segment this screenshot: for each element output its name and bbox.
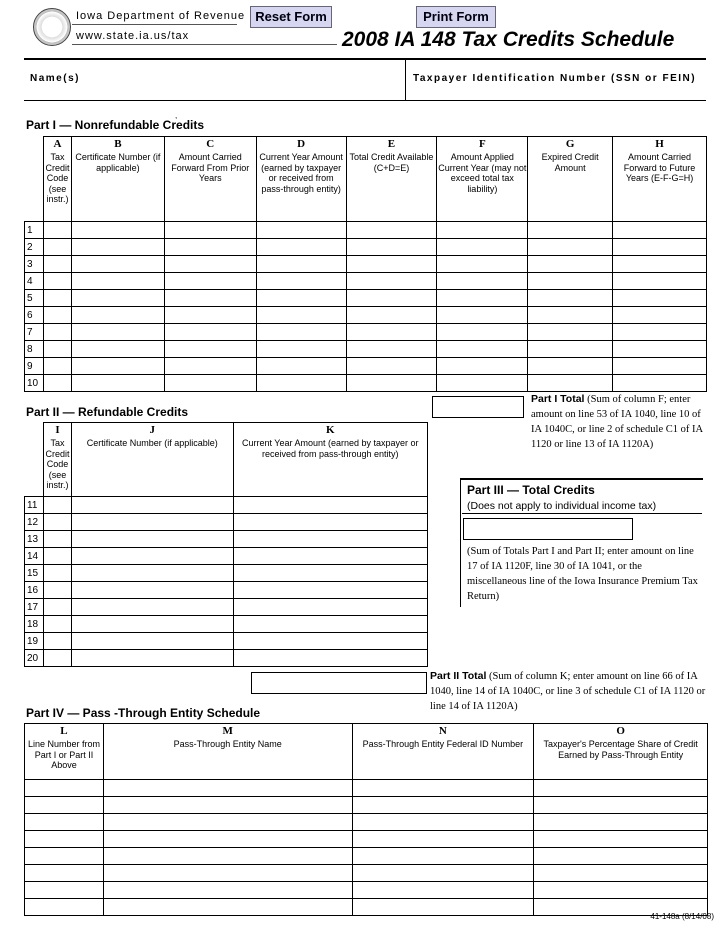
part1-col-c-field[interactable] — [164, 358, 256, 375]
part2-col-k-field[interactable] — [233, 633, 427, 650]
part2-row — [25, 650, 428, 667]
part4-col-n-field[interactable] — [352, 899, 534, 916]
part1-col-f-field[interactable] — [437, 256, 528, 273]
part4-row — [25, 814, 708, 831]
part2-col-k-field[interactable] — [233, 548, 427, 565]
part3-sub-rule — [462, 513, 702, 514]
part4-col-m-field[interactable] — [103, 848, 352, 865]
part1-col-h-header: H Amount Carried Forward to Future Years (E-F-G=H) — [613, 137, 707, 222]
part2-row — [25, 599, 428, 616]
part2-col-j-field[interactable] — [71, 650, 233, 667]
part2-col-i-field[interactable] — [43, 633, 71, 650]
part4-col-m-header: M Pass-Through Entity Name — [103, 724, 352, 780]
part1-row — [25, 290, 707, 307]
row-number: 12 — [25, 514, 44, 531]
part4-table — [24, 723, 708, 916]
part2-total-field[interactable] — [251, 672, 427, 694]
part2-col-i-field[interactable] — [43, 548, 71, 565]
part2-col-i-header: I Tax Credit Code (see instr.) — [43, 423, 71, 497]
name-section-bottom-rule — [24, 100, 706, 101]
part4-col-m-field[interactable] — [103, 899, 352, 916]
part2-col-j-field[interactable] — [71, 497, 233, 514]
part1-col-a-field[interactable] — [43, 273, 71, 290]
part1-col-g-header: G Expired Credit Amount — [528, 137, 613, 222]
part2-row — [25, 565, 428, 582]
part1-col-f-field[interactable] — [437, 341, 528, 358]
row-number: 2 — [25, 239, 44, 256]
part1-heading: Part I — Nonrefundable Credits — [26, 118, 205, 132]
part1-col-e-field[interactable] — [346, 307, 437, 324]
part1-col-b-field[interactable] — [71, 239, 164, 256]
row-number: 11 — [25, 497, 44, 514]
part1-col-a-field[interactable] — [43, 324, 71, 341]
part1-col-h-field[interactable] — [613, 239, 707, 256]
part1-col-d-field[interactable] — [256, 222, 346, 239]
part2-col-i-field[interactable] — [43, 514, 71, 531]
row-number: 17 — [25, 599, 44, 616]
part1-col-b-header: B Certificate Number (if applicable) — [71, 137, 164, 222]
part4-col-l-field[interactable] — [25, 797, 104, 814]
part1-col-g-field[interactable] — [528, 341, 613, 358]
part1-row — [25, 307, 707, 324]
part1-total-title: Part I Total — [531, 393, 585, 405]
part4-row — [25, 780, 708, 797]
part1-col-e-field[interactable] — [346, 358, 437, 375]
part1-col-d-field[interactable] — [256, 341, 346, 358]
part4-col-m-field[interactable] — [103, 882, 352, 899]
form-number: 41-148a (8/14/08) — [650, 912, 714, 921]
part2-col-i-field[interactable] — [43, 497, 71, 514]
part1-col-h-field[interactable] — [613, 290, 707, 307]
row-number: 4 — [25, 273, 44, 290]
part2-col-k-field[interactable] — [233, 599, 427, 616]
part4-col-m-field[interactable] — [103, 797, 352, 814]
part2-row — [25, 582, 428, 599]
row-number: 14 — [25, 548, 44, 565]
part1-col-f-field[interactable] — [437, 324, 528, 341]
part1-col-d-header: D Current Year Amount (earned by taxpayer or received from pass-through entity) — [256, 137, 346, 222]
part3-text: (Sum of Totals Part I and Part II; enter amount on line 17 of IA 1120F, line 30 of IA 1041, or the miscellaneous line of the Iowa Insurance Premium Tax Return) — [467, 546, 698, 602]
part1-col-f-field[interactable] — [437, 273, 528, 290]
part2-col-k-field[interactable] — [233, 497, 427, 514]
part1-col-h-field[interactable] — [613, 375, 707, 392]
row-number: 10 — [25, 375, 44, 392]
print-form-button[interactable]: Print Form — [416, 6, 496, 28]
part3-heading: Part III — Total Credits — [467, 483, 595, 497]
part1-col-b-field[interactable] — [71, 256, 164, 273]
part2-col-j-field[interactable] — [71, 514, 233, 531]
part2-col-j-field[interactable] — [71, 582, 233, 599]
part3-subheading: (Does not apply to individual income tax) — [467, 500, 657, 512]
part2-col-k-field[interactable] — [233, 582, 427, 599]
part4-heading: Part IV — Pass -Through Entity Schedule — [26, 706, 261, 720]
part1-col-f-field[interactable] — [437, 375, 528, 392]
row-number: 7 — [25, 324, 44, 341]
part1-total-field[interactable] — [432, 396, 524, 418]
part1-col-c-field[interactable] — [164, 375, 256, 392]
part1-mark: , — [175, 111, 178, 120]
name-label: Name(s) — [30, 73, 80, 84]
part1-row — [25, 358, 707, 375]
part1-col-a-field[interactable] — [43, 341, 71, 358]
part1-col-g-field[interactable] — [528, 324, 613, 341]
part1-col-a-field[interactable] — [43, 239, 71, 256]
part1-col-g-field[interactable] — [528, 375, 613, 392]
part2-total-text: (Sum of column K; enter amount on line 66 of IA 1040, line 14 of IA 1040C, or line 3 of schedule C1 of IA 1120 or line 14 of IA 1120A) — [430, 671, 706, 712]
name-tin-divider — [405, 60, 406, 100]
part1-col-e-field[interactable] — [346, 375, 437, 392]
part4-col-o-field[interactable] — [534, 865, 708, 882]
part2-col-k-header: K Current Year Amount (earned by taxpayer or received from pass-through entity) — [233, 423, 427, 497]
part2-col-j-header: J Certificate Number (if applicable) — [71, 423, 233, 497]
part4-col-l-field[interactable] — [25, 831, 104, 848]
part2-col-i-field[interactable] — [43, 582, 71, 599]
part1-col-e-field[interactable] — [346, 239, 437, 256]
part4-col-l-field[interactable] — [25, 780, 104, 797]
part4-col-o-field[interactable] — [534, 780, 708, 797]
part1-col-g-field[interactable] — [528, 256, 613, 273]
part1-col-e-field[interactable] — [346, 256, 437, 273]
part1-col-d-field[interactable] — [256, 358, 346, 375]
part1-col-a-field[interactable] — [43, 256, 71, 273]
part1-col-g-field[interactable] — [528, 307, 613, 324]
part2-row — [25, 531, 428, 548]
part2-col-i-field[interactable] — [43, 531, 71, 548]
part1-col-g-field[interactable] — [528, 358, 613, 375]
part1-col-f-field[interactable] — [437, 239, 528, 256]
part4-col-l-header: L Line Number from Part I or Part II Above — [25, 724, 104, 780]
row-number: 16 — [25, 582, 44, 599]
part1-col-b-field[interactable] — [71, 358, 164, 375]
header-rule-2 — [72, 44, 337, 45]
part1-col-d-field[interactable] — [256, 273, 346, 290]
part1-col-c-field[interactable] — [164, 256, 256, 273]
part1-col-b-field[interactable] — [71, 290, 164, 307]
part2-total-note — [430, 669, 715, 714]
part2-row — [25, 616, 428, 633]
part4-col-m-field[interactable] — [103, 814, 352, 831]
iowa-state-seal — [33, 8, 71, 46]
row-number: 8 — [25, 341, 44, 358]
part1-col-a-field[interactable] — [43, 290, 71, 307]
part1-col-h-field[interactable] — [613, 222, 707, 239]
row-number: 3 — [25, 256, 44, 273]
part1-col-f-field[interactable] — [437, 290, 528, 307]
part4-col-m-field[interactable] — [103, 831, 352, 848]
part1-col-b-field[interactable] — [71, 307, 164, 324]
part1-col-c-field[interactable] — [164, 273, 256, 290]
part2-row — [25, 633, 428, 650]
part1-col-h-field[interactable] — [613, 341, 707, 358]
part4-col-o-field[interactable] — [534, 882, 708, 899]
part1-col-e-field[interactable] — [346, 341, 437, 358]
part1-col-e-field[interactable] — [346, 324, 437, 341]
part2-col-i-field[interactable] — [43, 616, 71, 633]
part1-row — [25, 222, 707, 239]
part1-col-d-field[interactable] — [256, 256, 346, 273]
part4-col-o-field[interactable] — [534, 848, 708, 865]
part2-col-i-field[interactable] — [43, 599, 71, 616]
part2-col-j-field[interactable] — [71, 565, 233, 582]
part2-col-i-field[interactable] — [43, 650, 71, 667]
part1-col-b-field[interactable] — [71, 375, 164, 392]
part2-col-i-field[interactable] — [43, 565, 71, 582]
row-number: 1 — [25, 222, 44, 239]
part1-row — [25, 375, 707, 392]
part2-heading: Part II — Refundable Credits — [26, 405, 189, 419]
agency-website: www.state.ia.us/tax — [76, 30, 190, 42]
name-field[interactable] — [28, 88, 403, 98]
part1-col-e-header: E Total Credit Available (C+D=E) — [346, 137, 437, 222]
part1-row — [25, 256, 707, 273]
part1-col-h-field[interactable] — [613, 358, 707, 375]
part1-col-g-field[interactable] — [528, 239, 613, 256]
part4-col-n-field[interactable] — [352, 848, 534, 865]
part2-total-title: Part II Total — [430, 670, 487, 682]
part1-row — [25, 341, 707, 358]
part3-total-field[interactable] — [463, 518, 633, 540]
part1-col-f-field[interactable] — [437, 358, 528, 375]
part1-col-c-field[interactable] — [164, 239, 256, 256]
part4-col-o-field[interactable] — [534, 814, 708, 831]
row-number: 13 — [25, 531, 44, 548]
part1-col-c-field[interactable] — [164, 341, 256, 358]
part1-table — [24, 136, 707, 392]
part1-col-a-field[interactable] — [43, 307, 71, 324]
part1-col-d-field[interactable] — [256, 324, 346, 341]
part4-row — [25, 848, 708, 865]
part1-total-text: (Sum of column F; enter amount on line 53 of IA 1040, line 10 of IA 1040C, or line 2 of schedule C1 of IA 1120 or line 13 of IA 1120A) — [531, 394, 703, 450]
form-title: 2008 IA 148 Tax Credits Schedule — [342, 28, 675, 51]
part4-col-l-field[interactable] — [25, 814, 104, 831]
part1-col-c-field[interactable] — [164, 290, 256, 307]
part1-col-d-field[interactable] — [256, 290, 346, 307]
part4-col-l-field[interactable] — [25, 848, 104, 865]
part4-col-n-field[interactable] — [352, 780, 534, 797]
part1-col-d-field[interactable] — [256, 307, 346, 324]
part1-col-e-field[interactable] — [346, 290, 437, 307]
part1-col-h-field[interactable] — [613, 256, 707, 273]
part1-col-b-field[interactable] — [71, 324, 164, 341]
part1-col-a-field[interactable] — [43, 222, 71, 239]
part1-col-b-field[interactable] — [71, 341, 164, 358]
part4-col-l-field[interactable] — [25, 865, 104, 882]
part2-col-j-field[interactable] — [71, 616, 233, 633]
agency-name: Iowa Department of Revenue — [76, 10, 246, 22]
part2-col-k-field[interactable] — [233, 616, 427, 633]
part4-col-o-field[interactable] — [534, 831, 708, 848]
part1-col-h-field[interactable] — [613, 273, 707, 290]
part1-col-e-field[interactable] — [346, 273, 437, 290]
row-number: 15 — [25, 565, 44, 582]
row-number: 6 — [25, 307, 44, 324]
part4-row — [25, 899, 708, 916]
tin-label: Taxpayer Identification Number (SSN or FEIN) — [413, 73, 697, 84]
part4-col-n-field[interactable] — [352, 865, 534, 882]
part4-col-l-field[interactable] — [25, 882, 104, 899]
part4-col-n-header: N Pass-Through Entity Federal ID Number — [352, 724, 534, 780]
part4-col-n-field[interactable] — [352, 814, 534, 831]
part2-col-k-field[interactable] — [233, 514, 427, 531]
part1-col-b-field[interactable] — [71, 273, 164, 290]
tin-field[interactable] — [410, 88, 704, 98]
part2-row — [25, 548, 428, 565]
part1-col-e-field[interactable] — [346, 222, 437, 239]
part2-col-j-field[interactable] — [71, 599, 233, 616]
part4-col-o-header: O Taxpayer's Percentage Share of Credit Earned by Pass-Through Entity — [534, 724, 708, 780]
part1-total-note — [531, 392, 709, 452]
part2-col-k-field[interactable] — [233, 531, 427, 548]
row-number: 20 — [25, 650, 44, 667]
name-section-top-rule — [24, 58, 706, 60]
part4-col-n-field[interactable] — [352, 831, 534, 848]
part1-col-a-header: A Tax Credit Code (see instr.) — [43, 137, 71, 222]
part1-col-c-field[interactable] — [164, 307, 256, 324]
part4-col-o-field[interactable] — [534, 797, 708, 814]
part1-col-d-field[interactable] — [256, 239, 346, 256]
part1-row — [25, 273, 707, 290]
part1-col-f-field[interactable] — [437, 222, 528, 239]
part1-col-g-field[interactable] — [528, 290, 613, 307]
part1-col-g-field[interactable] — [528, 273, 613, 290]
part2-col-k-field[interactable] — [233, 650, 427, 667]
row-number: 18 — [25, 616, 44, 633]
part1-col-a-field[interactable] — [43, 358, 71, 375]
part2-col-j-field[interactable] — [71, 531, 233, 548]
row-number: 5 — [25, 290, 44, 307]
part1-row — [25, 324, 707, 341]
part4-col-l-field[interactable] — [25, 899, 104, 916]
part2-col-j-field[interactable] — [71, 633, 233, 650]
part1-col-h-field[interactable] — [613, 307, 707, 324]
part2-col-j-field[interactable] — [71, 548, 233, 565]
part4-row — [25, 882, 708, 899]
part1-col-c-field[interactable] — [164, 222, 256, 239]
row-number: 9 — [25, 358, 44, 375]
part4-col-n-field[interactable] — [352, 882, 534, 899]
part4-row — [25, 865, 708, 882]
part1-col-b-field[interactable] — [71, 222, 164, 239]
header-rule-1 — [72, 24, 237, 25]
part1-col-g-field[interactable] — [528, 222, 613, 239]
part2-row — [25, 514, 428, 531]
part4-row — [25, 831, 708, 848]
part4-row — [25, 797, 708, 814]
part2-col-k-field[interactable] — [233, 565, 427, 582]
part1-col-a-field[interactable] — [43, 375, 71, 392]
part4-col-m-field[interactable] — [103, 780, 352, 797]
part1-col-d-field[interactable] — [256, 375, 346, 392]
part1-col-c-field[interactable] — [164, 324, 256, 341]
part1-col-h-field[interactable] — [613, 324, 707, 341]
part2-table — [24, 422, 428, 667]
part1-col-c-header: C Amount Carried Forward From Prior Years — [164, 137, 256, 222]
part1-col-f-header: F Amount Applied Current Year (may not exceed total tax liability) — [437, 137, 528, 222]
part1-row — [25, 239, 707, 256]
row-number: 19 — [25, 633, 44, 650]
part4-col-n-field[interactable] — [352, 797, 534, 814]
part2-row — [25, 497, 428, 514]
reset-form-button[interactable]: Reset Form — [250, 6, 332, 28]
part1-col-f-field[interactable] — [437, 307, 528, 324]
part4-col-m-field[interactable] — [103, 865, 352, 882]
